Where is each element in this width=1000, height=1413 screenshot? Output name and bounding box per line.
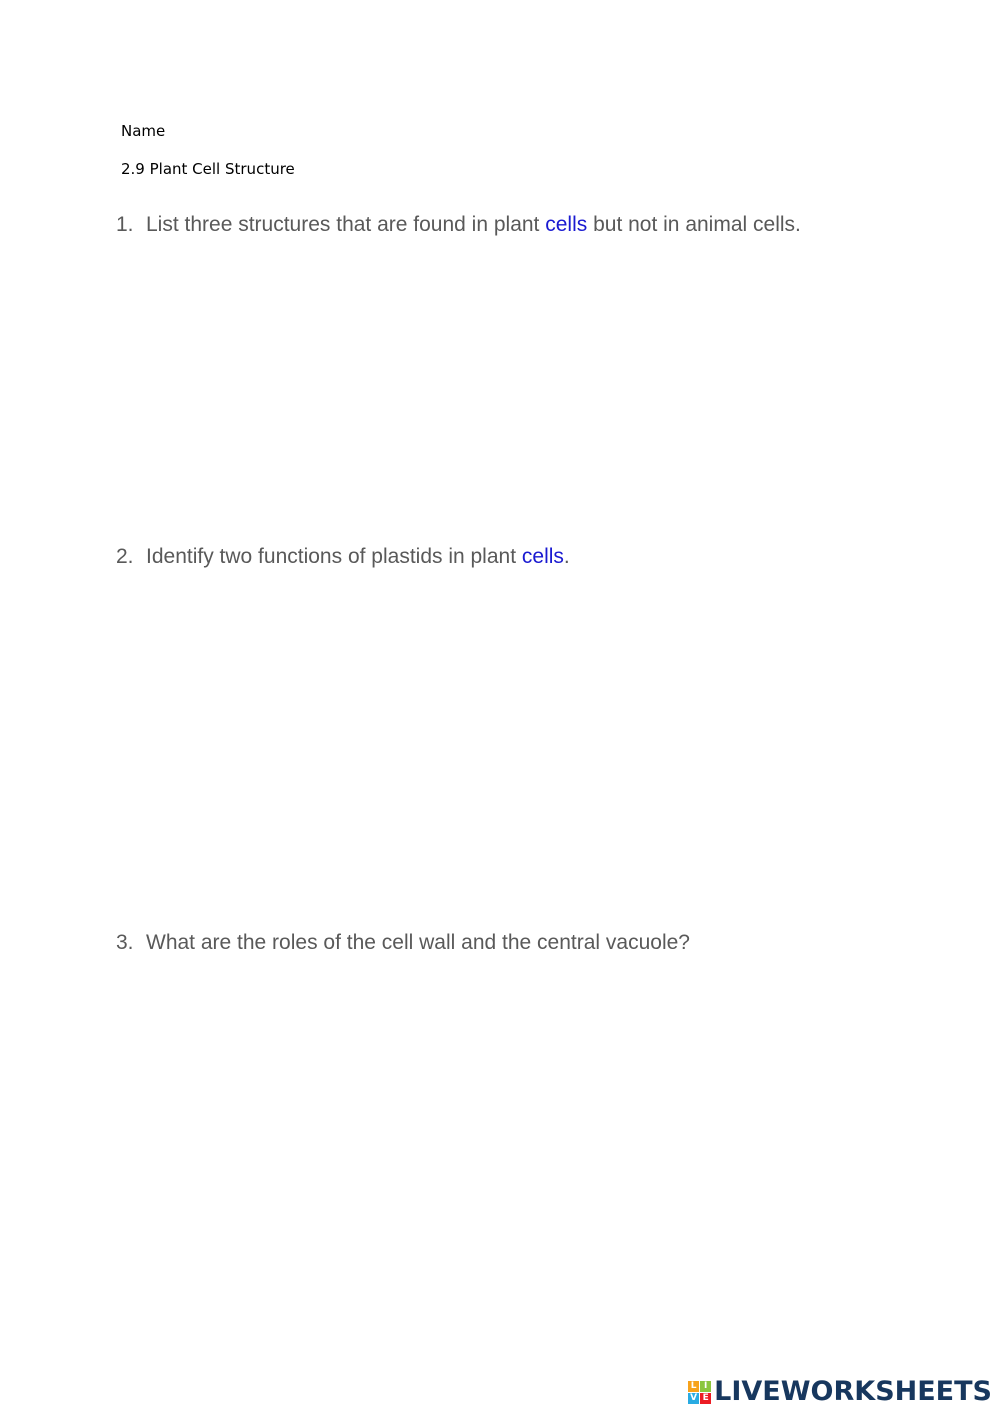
worksheet-title: 2.9 Plant Cell Structure <box>121 160 295 178</box>
question-text: What are the roles of the cell wall and the central vacuole? <box>146 931 690 954</box>
question-number: 3. <box>116 931 134 954</box>
question-text-end: but not in animal cells. <box>587 213 801 236</box>
logo-letter-i: I <box>700 1381 711 1392</box>
name-label: Name <box>121 122 166 140</box>
logo-letter-v: V <box>688 1393 699 1404</box>
logo-mark-icon <box>688 1381 711 1404</box>
question-3 <box>116 930 690 956</box>
question-number: 2. <box>116 545 134 568</box>
logo-letter-e: E <box>700 1393 711 1404</box>
answer-area-2[interactable] <box>116 582 896 922</box>
question-text: Identify two functions of plastids in plant <box>146 545 522 568</box>
answer-area-1[interactable] <box>116 250 896 530</box>
answer-area-3[interactable] <box>116 968 896 1348</box>
logo-letter-l: L <box>688 1381 699 1392</box>
cells-link[interactable]: cells <box>521 545 564 568</box>
question-2 <box>116 544 570 570</box>
cells-link[interactable]: cells <box>545 213 588 236</box>
question-text-end: . <box>563 545 570 568</box>
question-1 <box>116 212 801 238</box>
question-text: List three structures that are found in plant <box>146 213 546 236</box>
liveworksheets-logo[interactable] <box>688 1377 992 1407</box>
question-number: 1. <box>116 213 134 236</box>
logo-wordmark: LIVEWORKSHEETS <box>714 1376 992 1407</box>
